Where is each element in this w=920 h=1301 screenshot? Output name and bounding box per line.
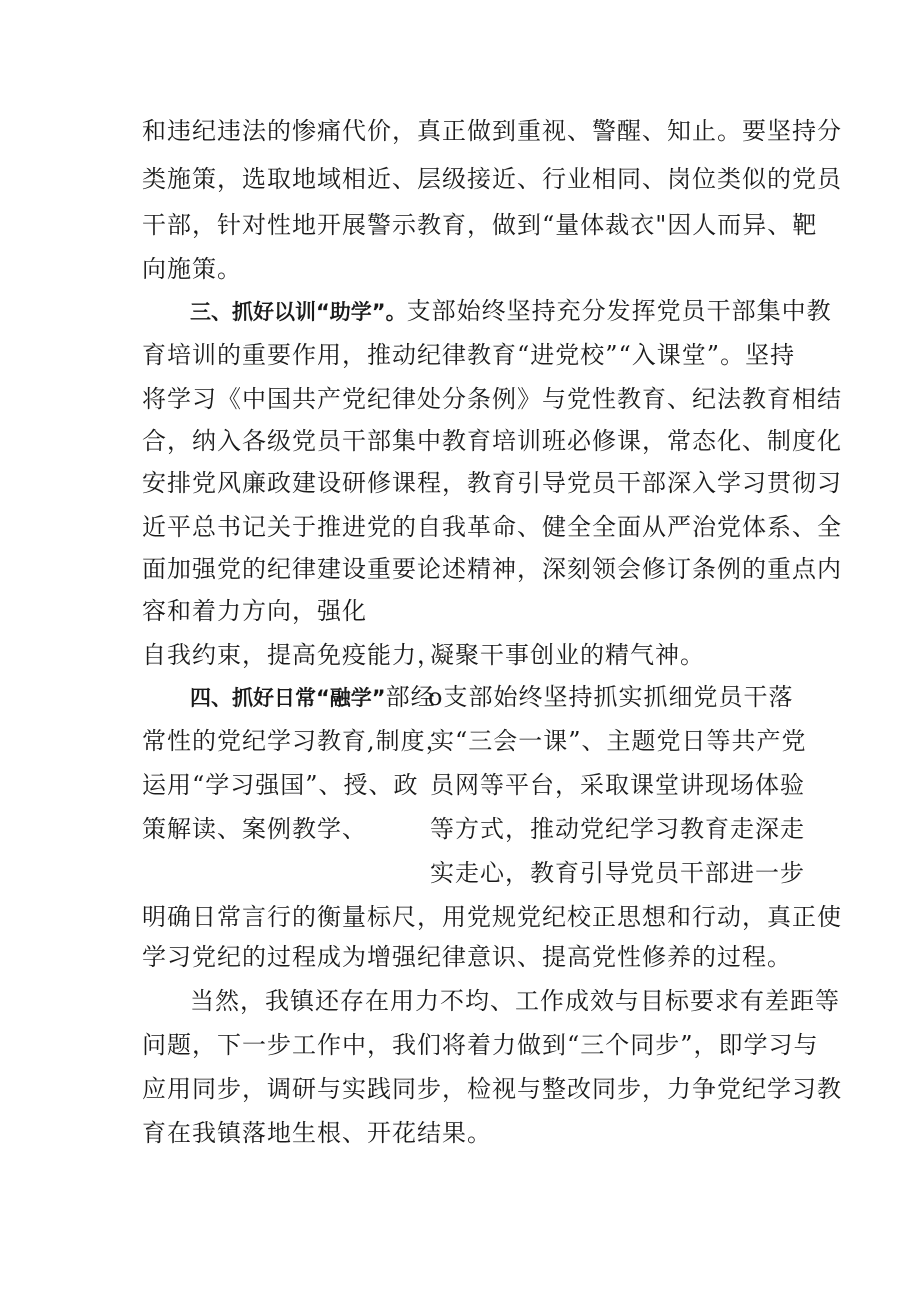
section-4-heading: 四、抓好日常“融学”: [190, 686, 386, 710]
paragraph-4-line: 问题，下一步工作中，我们将着力做到“三个同步”，即学习与: [142, 1031, 819, 1059]
paragraph-4-line: 育在我镇落地生根、开花结果。: [142, 1119, 492, 1147]
paragraph-2-line: 育培训的重要作用，推动纪律教育“进党校”“入课堂”。坚持: [142, 341, 796, 369]
paragraph-1-line: 类施策，选取地域相近、层级接近、行业相同、岗位类似的党员: [142, 165, 842, 193]
paragraph-4-line: 当然，我镇还存在用力不均、工作成效与目标要求有差距等: [190, 987, 840, 1015]
paragraph-4-line: 应用同步，调研与实践同步，检视与整改同步，力争党纪学习教: [142, 1075, 842, 1103]
paragraph-2-first-line: [190, 296, 832, 327]
paragraph-2-split-right: 凝聚干事创业的精气神。: [430, 641, 705, 669]
paragraph-3-right-line: 等方式，推动党纪学习教育走深走: [430, 815, 805, 843]
paragraph-3-first-line: [190, 682, 436, 713]
paragraph-2-line: 近平总书记关于推进党的自我革命、健全全面从严治党体系、全: [142, 513, 842, 541]
paragraph-2-line: 面加强党的纪律建设重要论述精神，深刻领会修订条例的重点内: [142, 555, 842, 583]
paragraph-2-line: 容和着力方向，强化: [142, 597, 367, 625]
paragraph-3-left-line: 策解读、案例教学、: [142, 815, 367, 843]
paragraph-3-right-line: o支部始终坚持抓实抓细党员干落: [428, 683, 794, 711]
paragraph-3-first-line-tail: 部经: [385, 683, 436, 711]
paragraph-3-right-line: 实“三会一课”、主题党日等共产党: [430, 727, 807, 755]
paragraph-3-right-line: 员网等平台，采取课堂讲现场体验: [430, 771, 805, 799]
section-3-heading: 三、抓好以训“助学”。: [190, 300, 407, 324]
paragraph-3-right-line: 实走心，教育引导党员干部进一步: [430, 859, 805, 887]
paragraph-1-line: 干部，针对性地开展警示教育，做到“量体裁衣"因人而异、靶: [142, 211, 818, 239]
paragraph-2-line: 合，纳入各级党员干部集中教育培训班必修课，常态化、制度化: [142, 427, 842, 455]
paragraph-2-line: 安排党风廉政建设研修课程，教育引导党员干部深入学习贯彻习: [142, 469, 842, 497]
paragraph-3-left-line: 常性的党纪学习教育,制度，: [142, 727, 451, 755]
paragraph-2-line: 将学习《中国共产党纪律处分条例》与党性教育、纪法教育相结: [142, 385, 842, 413]
paragraph-1-line: 和违纪违法的惨痛代价，真正做到重视、警醒、知止。要坚持分: [142, 117, 842, 145]
paragraph-3-line: 学习党纪的过程成为增强纪律意识、提高党性修养的过程。: [142, 943, 792, 971]
paragraph-2-first-line-text: 支部始终坚持充分发挥党员干部集中教: [406, 297, 832, 325]
paragraph-2-split-left: 自我约束，提高免疫能力，: [142, 641, 442, 669]
paragraph-1-line: 向施策。: [142, 255, 242, 283]
paragraph-3-left-line: 运用“学习强国”、授、政: [142, 771, 419, 799]
paragraph-3-line: 明确日常言行的衡量标尺，用党规党纪校正思想和行动，真正使: [142, 903, 842, 931]
